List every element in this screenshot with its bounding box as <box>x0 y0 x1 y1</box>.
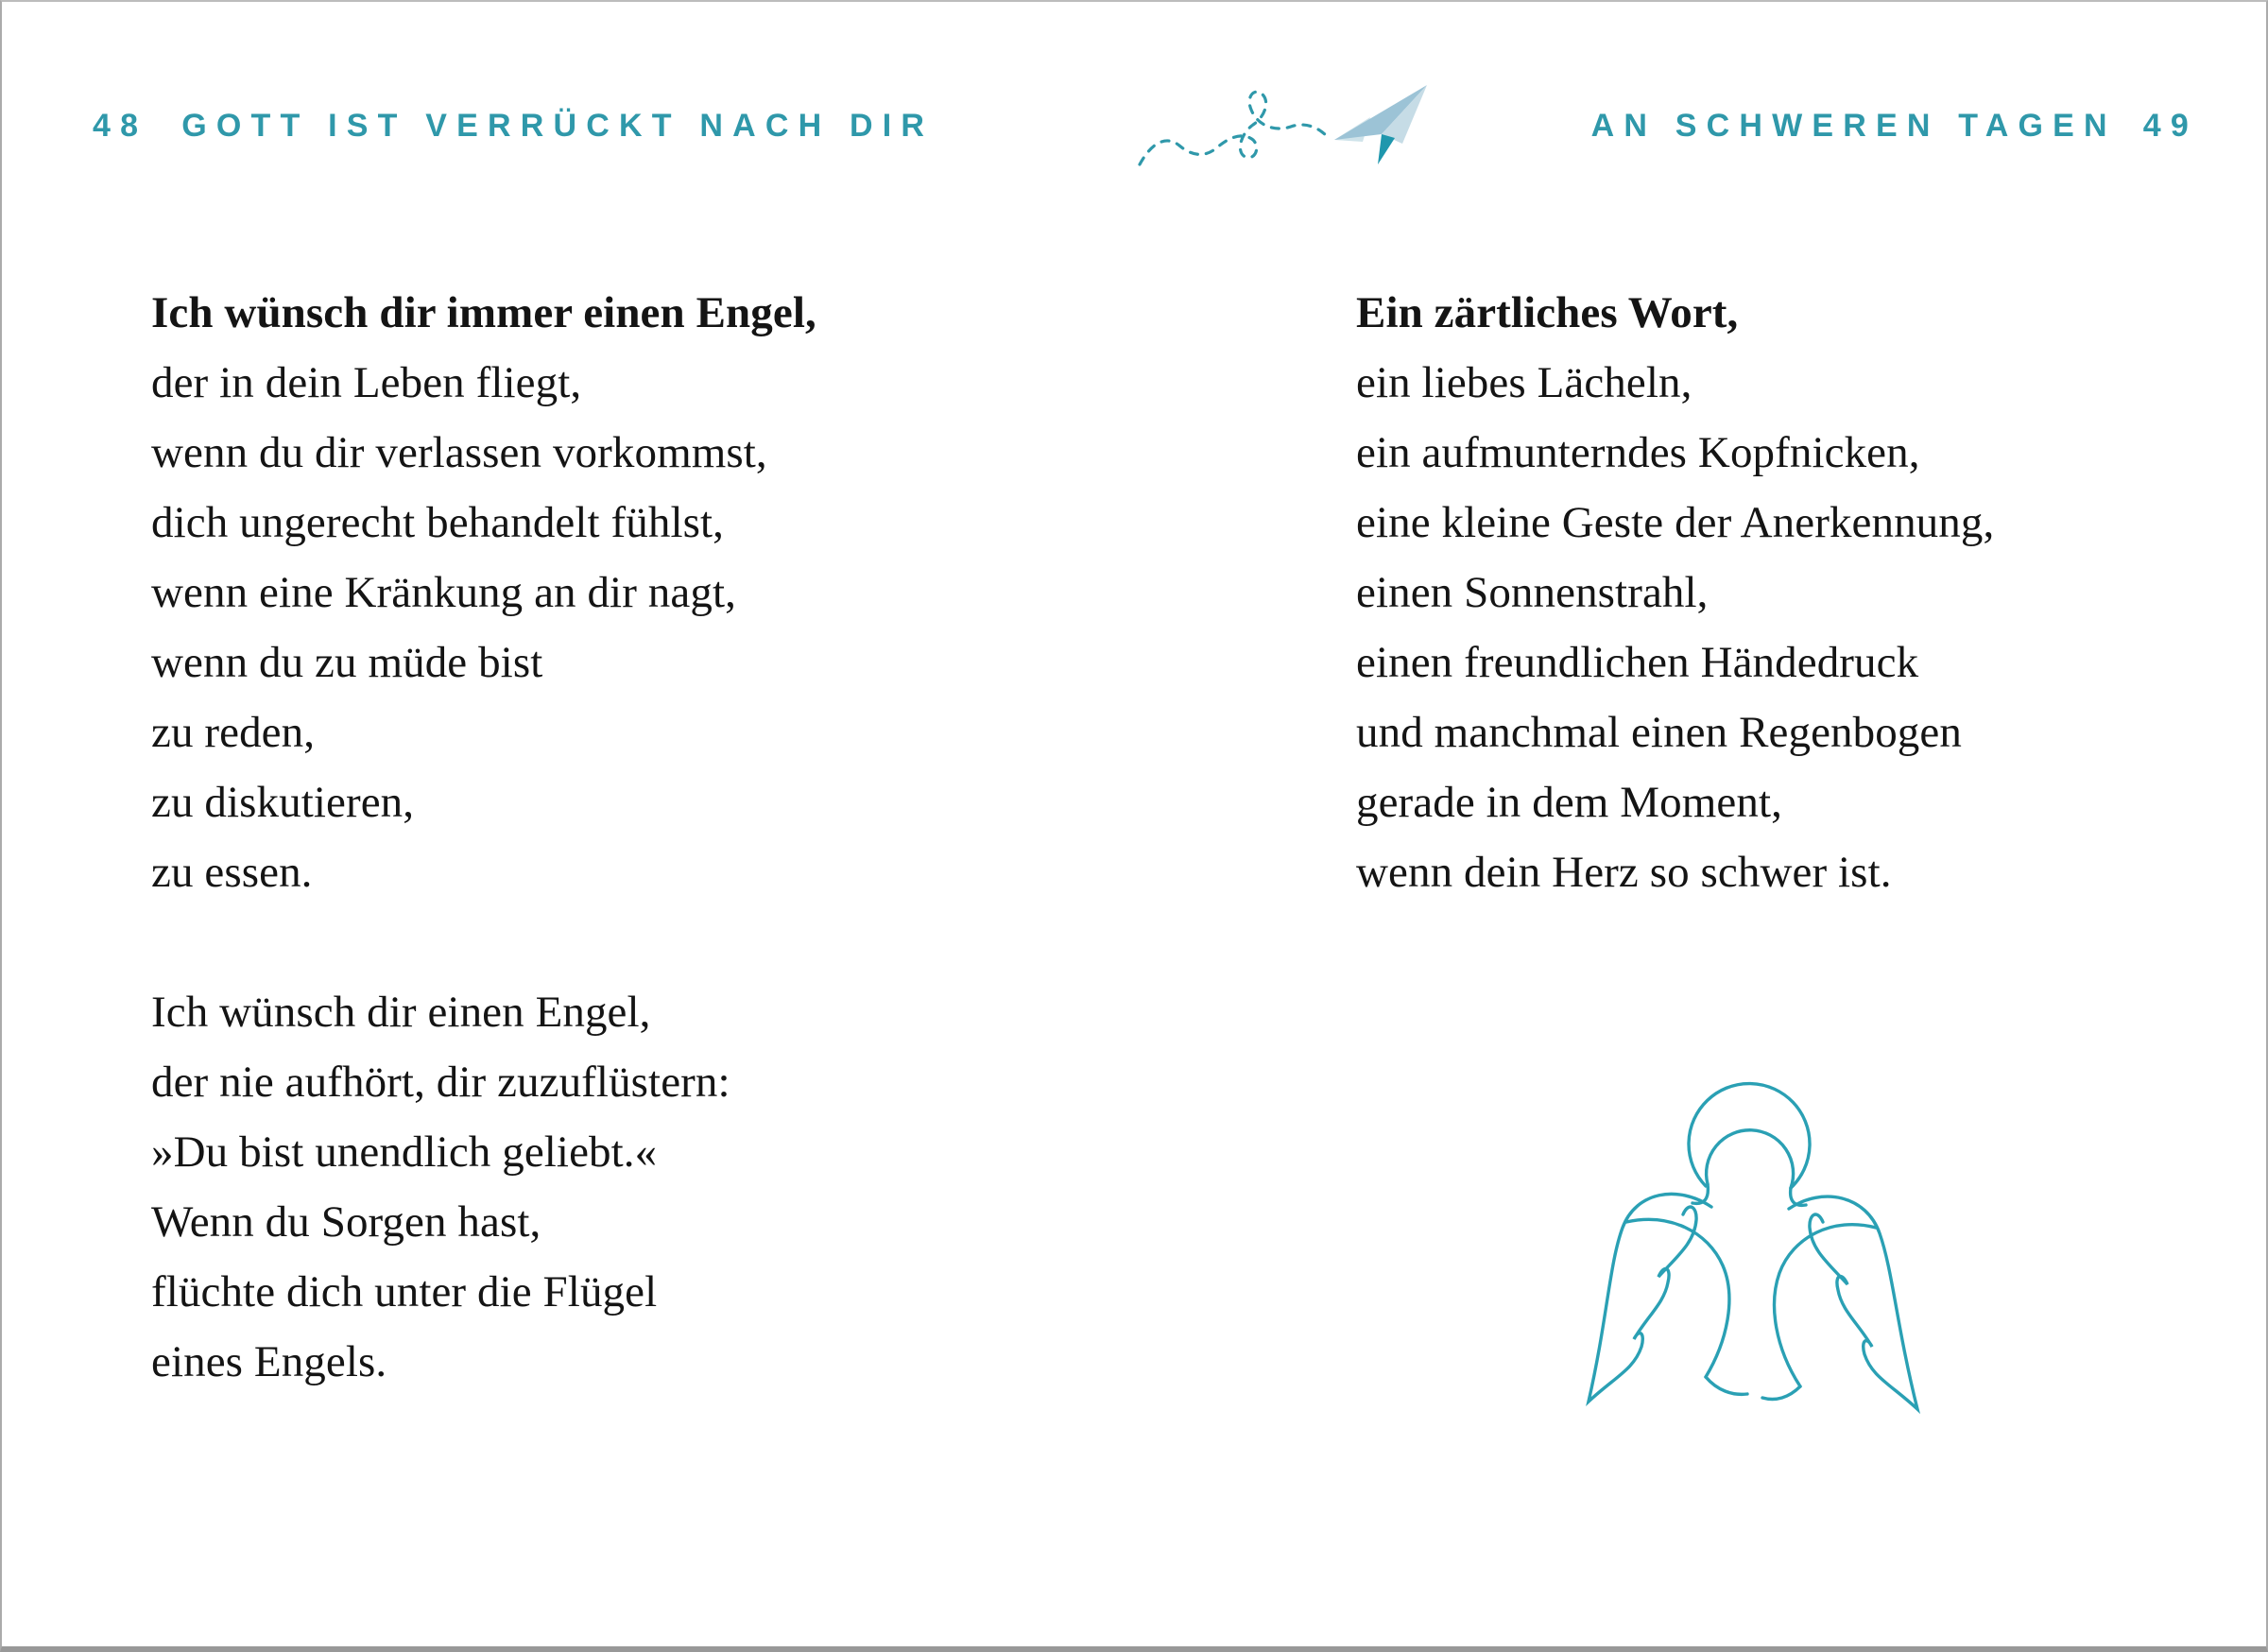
poem-line: Wenn du Sorgen hast, <box>151 1197 541 1247</box>
poem-line: Ein zärtliches Wort, <box>1356 288 1739 337</box>
poem-left-page <box>151 278 816 1397</box>
running-title-left: GOTT IST VERRÜCKT NACH DIR <box>181 108 935 144</box>
poem-line: Ich wünsch dir immer einen Engel, <box>151 288 816 337</box>
paper-plane-icon <box>1132 77 1444 181</box>
page-number-right: 49 <box>2142 108 2198 144</box>
running-title-right: AN SCHWEREN TAGEN <box>1590 108 2117 144</box>
poem-line: zu reden, <box>151 708 316 757</box>
poem-line: »Du bist unendlich geliebt.« <box>151 1127 658 1177</box>
poem-stanza <box>1356 278 1994 907</box>
running-header-right <box>1591 108 2198 145</box>
poem-line: wenn du zu müde bist <box>151 638 543 687</box>
poem-stanza <box>151 977 816 1397</box>
poem-line: flüchte dich unter die Flügel <box>151 1267 658 1316</box>
poem-line: der in dein Leben fliegt, <box>151 358 582 407</box>
poem-line: eines Engels. <box>151 1337 387 1386</box>
poem-line: wenn dein Herz so schwer ist. <box>1356 848 1892 897</box>
poem-line: einen Sonnenstrahl, <box>1356 568 1709 617</box>
angel-line-art-icon <box>1566 1065 1953 1453</box>
dashed-flight-trail <box>1140 92 1327 164</box>
poem-line: gerade in dem Moment, <box>1356 778 1782 827</box>
paper-plane-glyph <box>1334 85 1427 164</box>
poem-right-page <box>1356 278 1994 907</box>
poem-line: Ich wünsch dir einen Engel, <box>151 988 651 1037</box>
running-header-left <box>93 108 934 145</box>
poem-line: zu diskutieren, <box>151 778 415 827</box>
poem-line: dich ungerecht behandelt fühlst, <box>151 498 724 547</box>
poem-stanza <box>151 278 816 907</box>
poem-line: einen freundlichen Händedruck <box>1356 638 1919 687</box>
poem-line: wenn eine Kränkung an dir nagt, <box>151 568 736 617</box>
poem-line: ein aufmunterndes Kopfnicken, <box>1356 428 1920 477</box>
poem-line: zu essen. <box>151 848 313 897</box>
poem-line: eine kleine Geste der Anerkennung, <box>1356 498 1995 547</box>
poem-line: ein liebes Lächeln, <box>1356 358 1692 407</box>
poem-line: und manchmal einen Regenbogen <box>1356 708 1962 757</box>
poem-line: der nie aufhört, dir zuzuflüstern: <box>151 1058 730 1107</box>
poem-line: wenn du dir verlassen vorkommst, <box>151 428 767 477</box>
page-number-left: 48 <box>93 108 148 144</box>
